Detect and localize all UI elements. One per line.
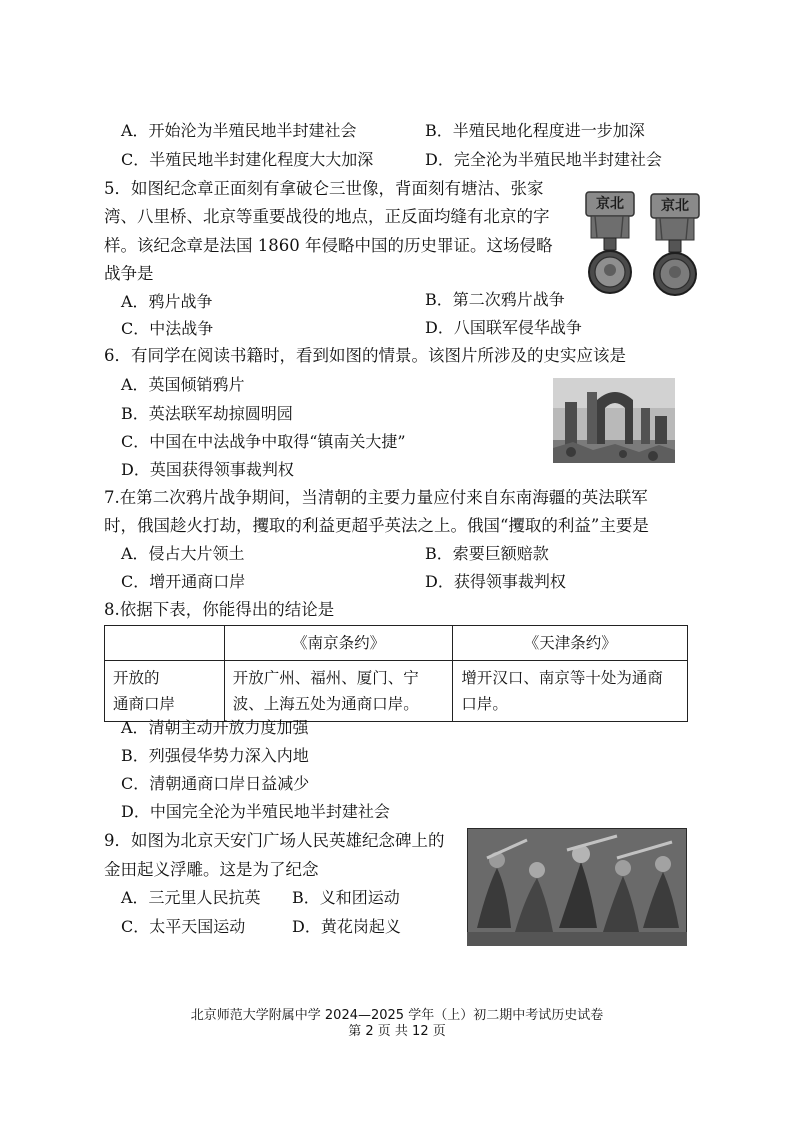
q6-stem: 6．有同学在阅读书籍时，看到如图的情景。该图片所涉及的史实应该是 bbox=[104, 346, 626, 365]
table-row-label bbox=[105, 661, 225, 722]
ruins-image bbox=[553, 378, 675, 463]
prev-option-c: C．半殖民地半封建化程度大大加深 bbox=[121, 150, 374, 169]
relief-image bbox=[467, 828, 687, 946]
medal-label-left: 京北 bbox=[596, 196, 624, 212]
q6-option-b: B．英法联军劫掠圆明园 bbox=[121, 404, 293, 423]
footer-page-number: 第 2 页 共 12 页 bbox=[348, 1024, 446, 1039]
q6-option-c: C．中国在中法战争中取得“镇南关大捷” bbox=[121, 432, 406, 451]
prev-option-d: D．完全沦为半殖民地半封建社会 bbox=[425, 150, 662, 169]
tianjin-line-2: 口岸。 bbox=[461, 695, 508, 713]
table-row bbox=[105, 661, 688, 722]
q8-option-c: C．清朝通商口岸日益减少 bbox=[121, 774, 310, 793]
tianjin-line-1: 增开汉口、南京等十处为通商 bbox=[461, 669, 663, 687]
q5-stem-line-3: 样。该纪念章是法国 1860 年侵略中国的历史罪证。这场侵略 bbox=[104, 236, 553, 255]
table-header-row bbox=[105, 626, 688, 661]
q5-stem-line-4: 战争是 bbox=[104, 264, 154, 283]
q5-option-a: A．鸦片战争 bbox=[121, 292, 213, 311]
medal-image-right bbox=[648, 190, 702, 300]
q6-option-a: A．英国倾销鸦片 bbox=[121, 375, 245, 394]
table-header-tianjin: 《天津条约》 bbox=[453, 626, 688, 661]
q7-option-b: B．索要巨额赔款 bbox=[425, 544, 549, 563]
q6-option-d: D．英国获得领事裁判权 bbox=[121, 460, 294, 479]
row-label-line-1: 开放的 bbox=[113, 669, 160, 687]
table-header-empty bbox=[105, 626, 225, 661]
table-header-nanjing: 《南京条约》 bbox=[224, 626, 453, 661]
footer-title: 北京师范大学附属中学 2024—2025 学年（上）初二期中考试历史试卷 bbox=[190, 1008, 604, 1023]
q7-option-d: D．获得领事裁判权 bbox=[425, 572, 566, 591]
q9-option-c: C．太平天国运动 bbox=[121, 917, 246, 936]
prev-option-b: B．半殖民地化程度进一步加深 bbox=[425, 121, 645, 140]
nanjing-line-2: 波、上海五处为通商口岸。 bbox=[232, 695, 419, 713]
table-cell-tianjin bbox=[453, 661, 688, 722]
q9-option-d: D．黄花岗起义 bbox=[292, 917, 401, 936]
q5-stem-line-2: 湾、八里桥、北京等重要战役的地点，正反面均缝有北京的字 bbox=[104, 207, 550, 226]
q5-option-d: D．八国联军侵华战争 bbox=[425, 318, 582, 337]
q8-option-b: B．列强侵华势力深入内地 bbox=[121, 746, 309, 765]
medal-image-left bbox=[583, 188, 637, 298]
treaty-comparison-table bbox=[104, 625, 688, 722]
q5-option-b: B．第二次鸦片战争 bbox=[425, 290, 565, 309]
q5-stem-line-1: 5．如图纪念章正面刻有拿破仑三世像，背面刻有塘沽、张家 bbox=[104, 179, 544, 198]
q8-option-d: D．中国完全沦为半殖民地半封建社会 bbox=[121, 802, 390, 821]
q8-stem: 8.依据下表，你能得出的结论是 bbox=[104, 600, 335, 619]
q9-stem-line-2: 金田起义浮雕。这是为了纪念 bbox=[104, 860, 319, 879]
q9-option-b: B．义和团运动 bbox=[292, 888, 400, 907]
q5-option-c: C．中法战争 bbox=[121, 319, 214, 338]
table-cell-nanjing bbox=[224, 661, 453, 722]
q9-stem-line-1: 9．如图为北京天安门广场人民英雄纪念碑上的 bbox=[104, 831, 445, 850]
q7-stem-line-2: 时，俄国趁火打劫，攫取的利益更超乎英法之上。俄国“攫取的利益”主要是 bbox=[104, 516, 649, 535]
q7-option-c: C．增开通商口岸 bbox=[121, 572, 246, 591]
medal-label-right: 京北 bbox=[661, 198, 689, 214]
row-label-line-2: 通商口岸 bbox=[113, 695, 176, 713]
q8-option-a: A．清朝主动开放力度加强 bbox=[121, 718, 309, 737]
q7-option-a: A．侵占大片领土 bbox=[121, 544, 245, 563]
nanjing-line-1: 开放广州、福州、厦门、宁 bbox=[232, 669, 419, 687]
q7-stem-line-1: 7.在第二次鸦片战争期间，当清朝的主要力量应付来自东南海疆的英法联军 bbox=[104, 488, 648, 507]
q9-option-a: A．三元里人民抗英 bbox=[121, 888, 261, 907]
prev-option-a: A．开始沦为半殖民地半封建社会 bbox=[121, 121, 357, 140]
